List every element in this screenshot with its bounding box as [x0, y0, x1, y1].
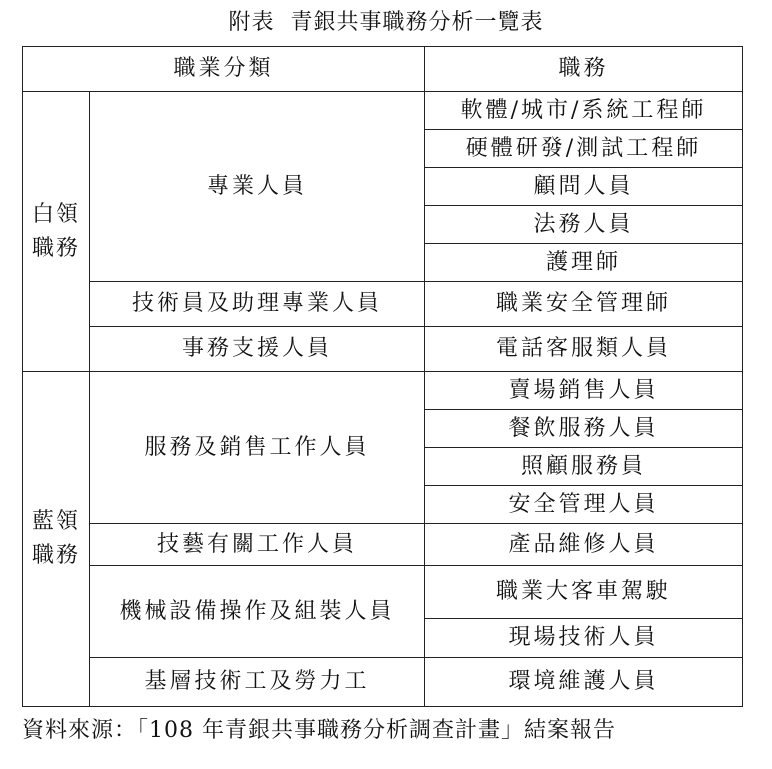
job-cell: 法務人員 [425, 206, 743, 244]
job-cell: 護理師 [425, 244, 743, 282]
job-analysis-table [22, 46, 743, 707]
table-row [23, 658, 743, 707]
blue-collar-label-line2: 職務 [31, 543, 80, 568]
white-collar-category [23, 92, 90, 372]
job-cell: 餐飲服務人員 [425, 410, 743, 448]
group-technician: 技術員及助理專業人員 [90, 282, 425, 327]
title-prefix: 附表 [228, 10, 275, 35]
job-cell: 環境維護人員 [425, 658, 743, 707]
table-row [23, 92, 743, 130]
job-cell: 職業安全管理師 [425, 282, 743, 327]
group-craft: 技藝有關工作人員 [90, 524, 425, 566]
table-row [23, 327, 743, 372]
group-clerical-support: 事務支援人員 [90, 327, 425, 372]
white-collar-label-line2: 職務 [31, 235, 80, 261]
job-cell: 顧問人員 [425, 168, 743, 206]
job-cell: 照顧服務員 [425, 448, 743, 486]
blue-collar-label-line1: 藍領 [31, 509, 80, 534]
table-row [23, 282, 743, 327]
job-cell: 現場技術人員 [425, 619, 743, 658]
job-cell: 賣場銷售人員 [425, 372, 743, 410]
job-cell: 職業大客車駕駛 [425, 566, 743, 619]
header-row [23, 47, 743, 92]
job-cell: 產品維修人員 [425, 524, 743, 566]
group-professional: 專業人員 [90, 92, 425, 282]
table-row [23, 372, 743, 410]
job-cell: 硬體研發/測試工程師 [425, 130, 743, 168]
header-job: 職務 [425, 47, 743, 92]
header-category: 職業分類 [23, 47, 425, 92]
job-cell: 軟體/城市/系統工程師 [425, 92, 743, 130]
title-text: 青銀共事職務分析一覽表 [290, 10, 544, 35]
job-cell: 安全管理人員 [425, 486, 743, 524]
page-title [0, 6, 772, 40]
group-elementary-labor: 基層技術工及勞力工 [90, 658, 425, 707]
table-row [23, 566, 743, 619]
group-service-sales: 服務及銷售工作人員 [90, 372, 425, 524]
job-cell: 電話客服類人員 [425, 327, 743, 372]
group-machine-operator: 機械設備操作及組裝人員 [90, 566, 425, 658]
blue-collar-category [23, 372, 90, 707]
table-row [23, 524, 743, 566]
white-collar-label-line1: 白領 [31, 201, 80, 227]
source-note: 資料來源：「108 年青銀共事職務分析調查計畫」結案報告 [22, 718, 616, 743]
